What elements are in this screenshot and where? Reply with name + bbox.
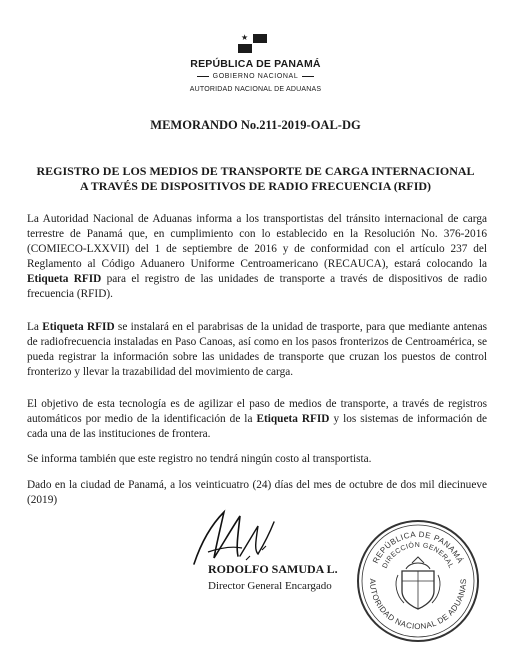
memo-title-line-2: A TRAVÉS DE DISPOSITIVOS DE RADIO FRECUENCIA (RFID) <box>79 179 432 193</box>
signer-title: Director General Encargado <box>208 580 332 592</box>
paragraph-1-bold: Etiqueta RFID <box>27 273 102 285</box>
paragraph-3-text-a: El objetivo de esta tecnología es de agilizar el paso de medios de transporte, a través de registros automáticos por medio de la identificación de la <box>27 398 487 425</box>
paragraph-1 <box>27 212 487 302</box>
stamp-bottom-text: AUTORIDAD NACIONAL DE ADUANAS <box>367 578 469 632</box>
paragraph-2-text-b: se instalará en el parabrisas de la unidad de trasporte, para que mediante antenas de radiofrecuencia instaladas en Paso Canoas, así como en los pasos fronterizos de Centroamérica, se pueda registrar la información sobre las unidades de transporte que cruzan los puestos de control fronterizo y llevar la trazabilidad del movimiento de carga. <box>27 321 487 378</box>
paragraph-5: Dado en la ciudad de Panamá, a los veinticuatro (24) días del mes de octubre de dos mil diecinueve (2019) <box>27 479 487 506</box>
letterhead-government-text: GOBIERNO NACIONAL <box>212 73 299 80</box>
letterhead-country: REPÚBLICA DE PANAMÁ <box>190 58 321 70</box>
paragraph-2-bold: Etiqueta RFID <box>42 321 115 333</box>
coat-of-arms-icon <box>396 557 440 609</box>
paragraph-3-bold: Etiqueta RFID <box>256 413 330 425</box>
paragraph-4: Se informa también que este registro no tendrá ningún costo al transportista. <box>27 453 372 465</box>
memo-number: MEMORANDO No.211-2019-OAL-DG <box>150 118 361 132</box>
signer-name: RODOLFO SAMUDA L. <box>208 562 338 576</box>
paragraph-3-text-b: y los sistemas de información de cada una de las instituciones de frontera. <box>27 413 487 440</box>
paragraph-3 <box>27 397 487 442</box>
letterhead-government <box>0 73 511 80</box>
memo-title <box>0 164 511 194</box>
stamp-middle-text: DIRECCIÓN GENERAL <box>381 541 455 570</box>
paragraph-2-text-a: La <box>27 321 43 333</box>
memo-title-line-1: REGISTRO DE LOS MEDIOS DE TRANSPORTE DE CARGA INTERNACIONAL <box>36 164 475 178</box>
panama-flag-icon: ★ ★ <box>238 34 268 54</box>
paragraph-1-text-b: para el registro de las unidades de transporte a través de dispositivos de radio frecuencia (RFID). <box>27 273 487 300</box>
stamp-top-text: REPÚBLICA DE PANAMÁ <box>371 529 465 565</box>
official-seal-stamp <box>354 517 482 645</box>
letterhead-authority: AUTORIDAD NACIONAL DE ADUANAS <box>189 86 322 93</box>
paragraph-1-text-a: La Autoridad Nacional de Aduanas informa a los transportistas del tránsito internacional de carga terrestre de Panamá que, en cumplimiento con lo establecido en la Resolución No. 376-2016 (COMIECO-LXXVII) del 1 de septiembre de 2016 y de conformidad con el artículo 237 del Reglamento al Código Aduanero Uniforme Centroamericano (RECAUCA), estará colocando la <box>27 213 487 270</box>
paragraph-2 <box>27 320 487 380</box>
